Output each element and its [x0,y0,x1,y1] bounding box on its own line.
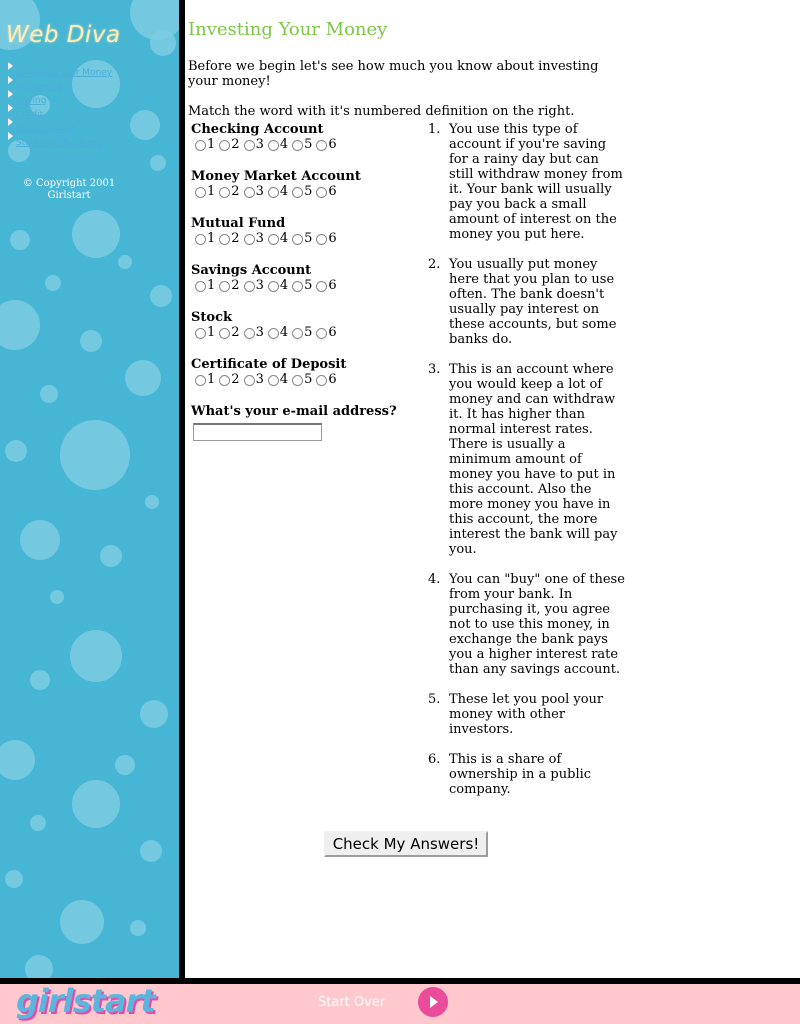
email-field[interactable] [193,423,322,441]
answer-radio[interactable] [316,375,327,386]
answer-option-label: 3 [255,278,264,293]
answer-option-label: 5 [304,137,313,152]
answer-radio[interactable] [268,234,279,245]
sidebar-nav [7,60,113,148]
quiz-question [191,216,421,263]
play-icon[interactable] [418,987,448,1017]
definition-number: 6. [428,752,441,767]
start-over-link[interactable]: Start Over [318,995,386,1010]
answer-radio[interactable] [268,328,279,339]
sidebar-link[interactable]: Stock Market [16,124,75,134]
copyright [0,178,138,202]
answer-option-label: 6 [328,325,337,340]
sidebar-item-investing[interactable] [7,60,113,78]
sidebar-item-saving[interactable] [7,88,112,106]
definition-item [426,362,626,557]
answer-option-label: 1 [207,184,216,199]
question-term: Mutual Fund [191,216,286,231]
answer-radio[interactable] [244,234,255,245]
quiz-questions [191,122,421,441]
answer-option-label: 6 [328,231,337,246]
check-answers-button[interactable]: Check My Answers! [324,831,488,857]
girlstart-logo[interactable]: girlstart [16,982,155,1020]
quiz-question [191,310,421,357]
answer-radio[interactable] [292,234,303,245]
answer-radio[interactable] [219,328,230,339]
arrow-right-icon [8,76,13,84]
answer-radio[interactable] [244,140,255,151]
answer-options [191,137,421,152]
answer-option-label: 2 [231,184,240,199]
question-term: Money Market Account [191,169,361,184]
answer-radio[interactable] [292,375,303,386]
answer-options [191,325,421,340]
answer-radio[interactable] [316,281,327,292]
sidebar-item-business[interactable] [7,130,112,148]
quiz-question [191,357,421,404]
answer-radio[interactable] [316,187,327,198]
web-diva-logo: Web Diva [6,22,121,48]
definition-item [426,692,626,737]
definition-text: This is a share of ownership in a public company. [449,752,592,797]
answer-option-label: 5 [304,231,313,246]
answer-option-label: 4 [279,278,289,293]
answer-option-label: 4 [279,231,289,246]
answer-option-label: 1 [207,278,216,293]
answer-option-label: 3 [255,325,264,340]
email-label: What's your e-mail address? [191,404,397,419]
intro-text: Before we begin let's see how much you know about investing your money! [188,59,599,89]
answer-radio[interactable] [195,375,206,386]
answer-options [191,372,421,387]
arrow-right-icon [8,104,13,112]
definition-number: 5. [428,692,441,707]
answer-option-label: 4 [279,325,289,340]
answer-option-label: 1 [207,137,216,152]
definition-number: 3. [428,362,441,377]
definition-item [426,752,626,797]
answer-radio[interactable] [219,187,230,198]
question-term: Stock [191,310,232,325]
answer-radio[interactable] [268,375,279,386]
answer-radio[interactable] [219,281,230,292]
answer-option-label: 5 [304,184,313,199]
answer-option-label: 2 [231,231,240,246]
answer-option-label: 2 [231,325,240,340]
quiz-question [191,263,421,310]
answer-option-label: 3 [255,184,264,199]
answer-radio[interactable] [195,140,206,151]
answer-option-label: 1 [207,372,216,387]
answer-radio[interactable] [195,187,206,198]
answer-option-label: 2 [231,372,240,387]
answer-option-label: 6 [328,372,337,387]
definition-item [426,257,626,347]
arrow-right-icon [8,132,13,140]
definition-text: This is an account where you would keep a lot of money and can withdraw it. It has higher than normal interest rates. There is usually a minimum amount of money you have to put in this account. Also the more money you have in this account, the more interest the bank will pay you. [449,362,618,557]
sidebar-link[interactable]: Investing Your Money [16,68,113,78]
answer-radio[interactable] [268,281,279,292]
definition-number: 4. [428,572,441,587]
definition-item [426,572,626,677]
definition-item [426,122,626,242]
answer-radio[interactable] [244,187,255,198]
sidebar-link[interactable]: Budgeting [16,82,63,92]
answer-option-label: 4 [279,137,289,152]
answer-option-label: 5 [304,278,313,293]
answer-option-label: 1 [207,325,216,340]
instructions-text: Match the word with it's numbered definition on the right. [188,104,575,119]
answer-radio[interactable] [195,328,206,339]
answer-radio[interactable] [244,375,255,386]
definition-number: 1. [428,122,441,137]
sidebar-item-stock-market[interactable] [7,116,112,134]
arrow-right-icon [8,118,13,126]
answer-option-label: 2 [231,137,240,152]
answer-radio[interactable] [316,328,327,339]
answer-option-label: 6 [328,278,337,293]
answer-option-label: 5 [304,372,313,387]
answer-option-label: 3 [255,231,264,246]
definition-text: These let you pool your money with other investors. [449,692,604,737]
answer-radio[interactable] [268,140,279,151]
answer-radio[interactable] [292,187,303,198]
definition-number: 2. [428,257,441,272]
answer-radio[interactable] [292,140,303,151]
answer-option-label: 3 [255,137,264,152]
copyright-owner: Girlstart [47,190,91,201]
answer-option-label: 6 [328,137,337,152]
answer-radio[interactable] [244,281,255,292]
arrow-right-icon [8,90,13,98]
answer-options [191,278,421,293]
answer-options [191,184,421,199]
answer-radio[interactable] [316,140,327,151]
main-content [188,18,788,853]
answer-option-label: 4 [279,372,289,387]
sidebar-link[interactable]: Saving [16,96,47,106]
sidebar-divider [179,0,185,978]
answer-radio[interactable] [244,328,255,339]
answer-radio[interactable] [195,281,206,292]
answer-options [191,231,421,246]
answer-option-label: 5 [304,325,313,340]
answer-radio[interactable] [195,234,206,245]
answer-radio[interactable] [219,375,230,386]
page-title: Investing Your Money [188,19,388,40]
definition-text: You usually put money here that you plan to use often. The bank doesn't usually pay interest on these accounts, but some banks do. [449,257,617,347]
answer-option-label: 4 [279,184,289,199]
footer-bar [0,984,800,1024]
answer-option-label: 2 [231,278,240,293]
sidebar-item-budgeting[interactable] [7,74,112,92]
question-term: Savings Account [191,263,312,278]
sidebar-link[interactable]: Credit [16,110,44,120]
definitions-list [426,122,626,812]
answer-option-label: 3 [255,372,264,387]
answer-option-label: 1 [207,231,216,246]
quiz-question [191,122,421,169]
answer-radio[interactable] [316,234,327,245]
quiz-question [191,169,421,216]
answer-radio[interactable] [268,187,279,198]
answer-radio[interactable] [219,234,230,245]
copyright-line: © Copyright 2001 [22,178,116,189]
arrow-right-icon [8,62,13,70]
answer-option-label: 6 [328,184,337,199]
sidebar [0,0,179,978]
sidebar-link[interactable]: Start Your Business [16,138,103,148]
answer-radio[interactable] [219,140,230,151]
answer-radio[interactable] [292,281,303,292]
definition-text: You can "buy" one of these from your bank. In purchasing it, you agree not to use this money, in exchange the bank pays you a higher interest rate than any savings account. [449,572,625,677]
answer-radio[interactable] [292,328,303,339]
question-term: Certificate of Deposit [191,357,347,372]
definition-text: You use this type of account if you're saving for a rainy day but can still withdraw money from it. Your bank will usually pay you back a small amount of interest on the money you put here. [449,122,623,242]
question-term: Checking Account [191,122,324,137]
sidebar-item-credit[interactable] [7,102,112,120]
